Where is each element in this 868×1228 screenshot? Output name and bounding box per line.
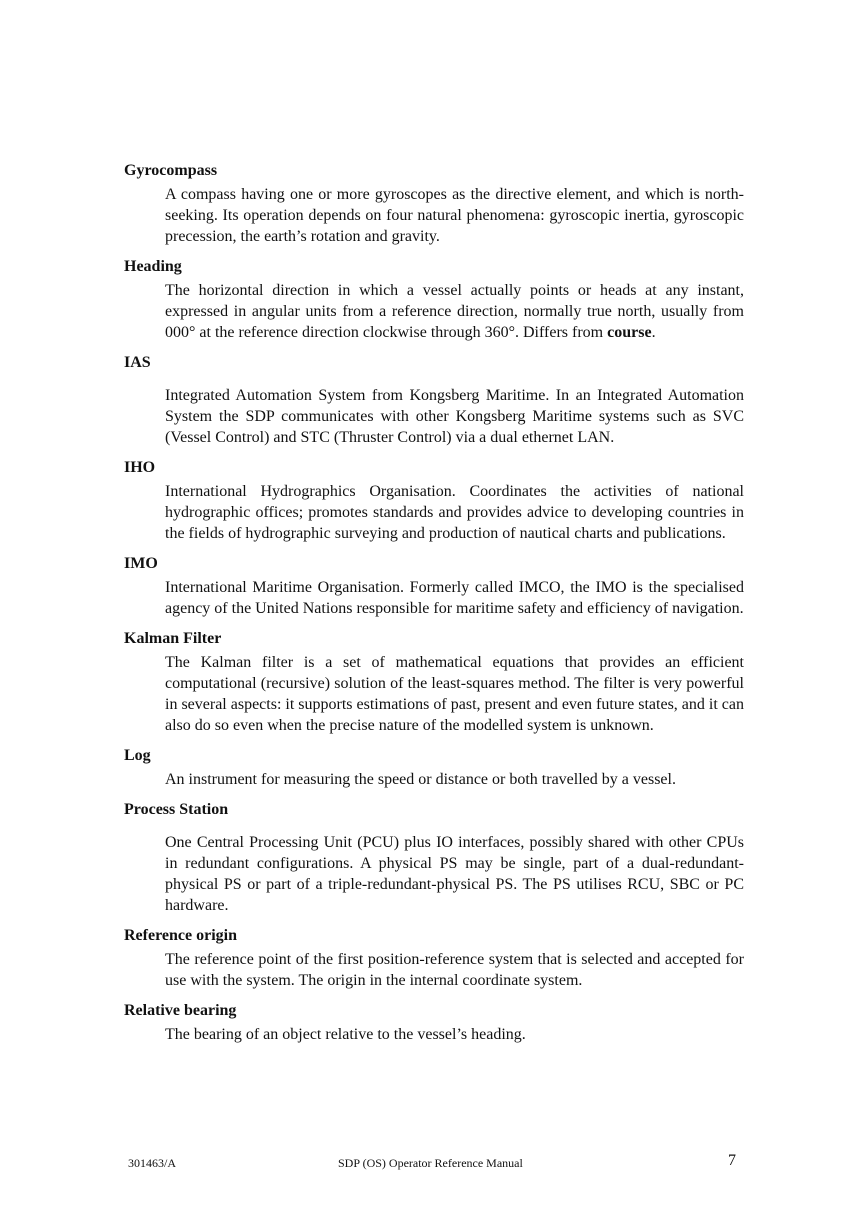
glossary-definition: The Kalman filter is a set of mathematical equations that provides an efficient computational (recursive) solution of the least-squares method. The filter is very powerful in several aspects: it supports estimations of past, present and even future states, and it can also do so even when the precise nature of the modelled system is unknown. xyxy=(165,654,744,734)
glossary-term: IHO xyxy=(124,459,156,476)
glossary-entry-log xyxy=(124,745,744,790)
glossary-entry-reference-origin xyxy=(124,925,744,991)
glossary-definition xyxy=(165,280,744,343)
definition-bold-term: course xyxy=(607,324,652,341)
glossary-definition: A compass having one or more gyroscopes as the directive element, and which is north-seeking. Its operation depends on four natural phenomena: gyroscopic inertia, gyroscopic precession, the earth’s rotation and gravity. xyxy=(165,186,744,245)
glossary-entry-process-station xyxy=(124,799,744,916)
glossary-definition: Integrated Automation System from Kongsberg Maritime. In an Integrated Automation System the SDP communicates with other Kongsberg Maritime systems such as SVC (Vessel Control) and STC (Thruster Control) via a dual ethernet LAN. xyxy=(165,387,744,446)
glossary-term: Log xyxy=(124,747,151,764)
glossary-entry-relative-bearing xyxy=(124,1000,744,1045)
glossary-entry-ias xyxy=(124,352,744,448)
glossary-definition: The reference point of the first position-reference system that is selected and accepted for use with the system. The origin in the internal coordinate system. xyxy=(165,951,744,989)
glossary xyxy=(124,160,744,1054)
glossary-entry-heading xyxy=(124,256,744,343)
glossary-entry-iho xyxy=(124,457,744,544)
page-number: 7 xyxy=(728,1152,736,1169)
definition-end: . xyxy=(651,324,656,341)
page-footer xyxy=(0,1152,868,1176)
glossary-entry-imo xyxy=(124,553,744,619)
document-title: SDP (OS) Operator Reference Manual xyxy=(338,1156,523,1170)
document-code: 301463/A xyxy=(128,1156,176,1170)
glossary-definition: An instrument for measuring the speed or distance or both travelled by a vessel. xyxy=(165,771,676,788)
glossary-term: Process Station xyxy=(124,801,229,818)
glossary-term: Heading xyxy=(124,258,182,275)
glossary-entry-kalman-filter xyxy=(124,628,744,736)
glossary-term: Reference origin xyxy=(124,927,237,944)
glossary-definition: The bearing of an object relative to the vessel’s heading. xyxy=(165,1026,526,1043)
glossary-term: Relative bearing xyxy=(124,1002,237,1019)
glossary-definition: International Maritime Organisation. Formerly called IMCO, the IMO is the specialised agency of the United Nations responsible for maritime safety and efficiency of navigation. xyxy=(165,579,744,617)
glossary-definition: International Hydrographics Organisation. Coordinates the activities of national hydrographic offices; promotes standards and provides advice to developing countries in the fields of hydrographic surveying and production of nautical charts and publications. xyxy=(165,483,744,542)
glossary-term: Kalman Filter xyxy=(124,630,222,647)
glossary-term: IMO xyxy=(124,555,158,572)
glossary-term: IAS xyxy=(124,354,151,371)
glossary-definition: One Central Processing Unit (PCU) plus IO interfaces, possibly shared with other CPUs in redundant configurations. A physical PS may be single, part of a dual-redundant-physical PS or part of a triple-redundant-physical PS. The PS utilises RCU, SBC or PC hardware. xyxy=(165,834,744,914)
glossary-term: Gyrocompass xyxy=(124,162,218,179)
glossary-entry-gyrocompass xyxy=(124,160,744,247)
definition-text: The horizontal direction in which a vessel actually points or heads at any instant, expressed in angular units from a reference direction, normally true north, usually from 000° at the reference direction clockwise through 360°. Differs from xyxy=(165,282,744,341)
